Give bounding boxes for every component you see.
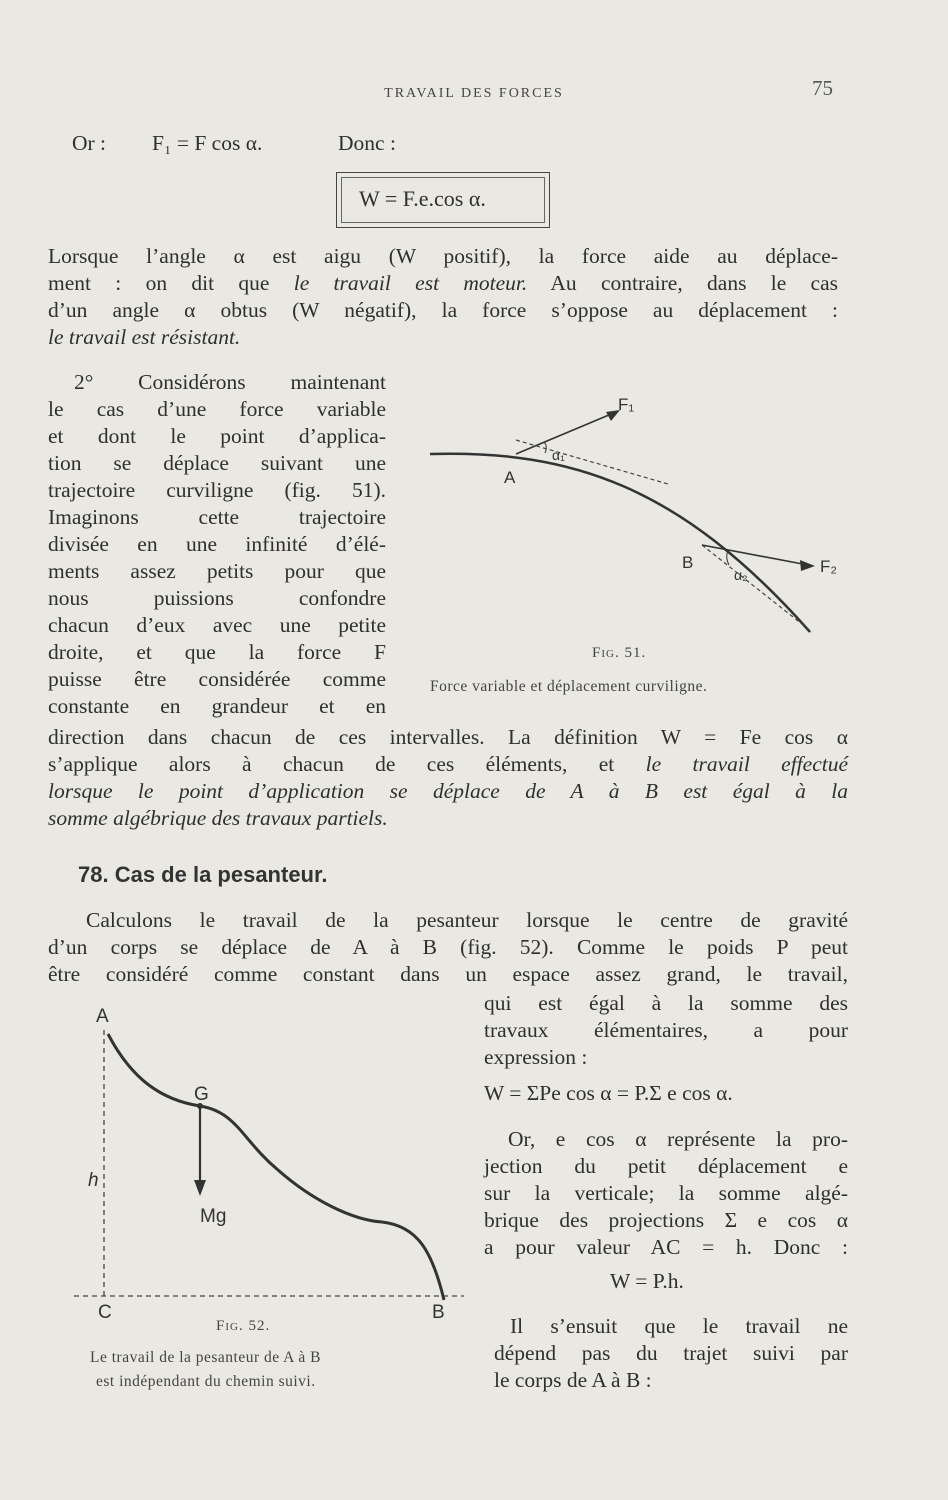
fig51-label-F2: F₂ — [820, 557, 837, 576]
para1-italic-moteur: le travail est moteur. — [293, 271, 528, 295]
sec78-right-line2: travaux élémentaires, a pour — [484, 1018, 848, 1042]
trajectory-curve — [430, 454, 810, 632]
figure-52 — [72, 1000, 472, 1330]
fig52-label-Mg: Mg — [200, 1206, 227, 1227]
para2-italic-line4: somme algébrique des travaux partiels. — [48, 806, 388, 830]
tangent-at-B — [702, 545, 812, 632]
fig51-label: Fig. 51. — [592, 645, 647, 661]
fig51-caption: Force variable et déplacement curviligne. — [430, 678, 708, 695]
boxed-formula-text: W = F.e.cos α. — [359, 186, 486, 211]
fig52-caption-line2: est indépendant du chemin suivi. — [96, 1373, 316, 1390]
figure-51 — [420, 380, 870, 645]
sec78-right2-line5: a pour valeur AC = h. Donc : — [484, 1235, 848, 1259]
force-f2-arrowhead — [800, 560, 815, 571]
para2-italic-line3: lorsque le point d’application se déplace de A à B est égal à la — [48, 779, 848, 803]
para2-line4: tion se déplace suivant une — [48, 451, 386, 475]
para2-line3: et dont le point d’applica- — [48, 424, 386, 448]
para2-line13: constante en grandeur et en — [48, 694, 386, 718]
fig52-label-A: A — [96, 1006, 109, 1027]
para2-line11: droite, et que la force F — [48, 640, 386, 664]
fig51-label-alpha2: α₂ — [734, 567, 748, 583]
sec78-line3: être considéré comme constant dans un espace assez grand, le travail, — [48, 962, 848, 986]
angle-alpha1-arc — [544, 442, 546, 453]
para1-line1: Lorsque l’angle α est aigu (W positif), la force aide au déplace- — [48, 244, 838, 268]
section-78-title: 78. Cas de la pesanteur. — [78, 862, 328, 887]
para1-line2 — [48, 270, 838, 297]
page-number: 75 — [812, 76, 833, 100]
formula-sum: W = ΣPe cos α = P.Σ e cos α. — [484, 1081, 733, 1105]
para2-line7: divisée en une infinité d’élé- — [48, 532, 386, 556]
para2-full-line1: direction dans chacun de ces intervalles. La définition W = Fe cos α — [48, 725, 848, 749]
formula-ph: W = P.h. — [610, 1269, 684, 1293]
path-curve — [108, 1034, 444, 1300]
donc-label: Donc : — [338, 131, 396, 155]
para2-line9: nous puissions confondre — [48, 586, 386, 610]
boxed-formula — [336, 172, 550, 228]
sec78-line1: Calculons le travail de la pesanteur lorsque le centre de gravité — [86, 908, 848, 932]
para2-full-line2 — [48, 751, 848, 778]
para2-line6: Imaginons cette trajectoire — [48, 505, 386, 529]
fig52-label-h: h — [88, 1170, 99, 1191]
para2-line8: ments assez petits pour que — [48, 559, 386, 583]
sec78-right2-line4: brique des projections Σ e cos α — [484, 1208, 848, 1232]
sec78-right2-line2: jection du petit déplacement e — [484, 1154, 848, 1178]
weight-arrowhead — [194, 1180, 206, 1196]
running-head: TRAVAIL DES FORCES — [384, 86, 564, 101]
para2-line5: trajectoire curviligne (fig. 51). — [48, 478, 386, 502]
sec78-line2: d’un corps se déplace de A à B (fig. 52). Comme le poids P peut — [48, 935, 848, 959]
force-f1-arrow — [516, 412, 616, 454]
or-label: Or : — [72, 131, 107, 155]
fig51-label-alpha1: α₁ — [552, 447, 565, 463]
para1-line4: le travail est résistant. — [48, 325, 241, 349]
para1-line2-start: ment : on dit que — [48, 271, 294, 295]
fig51-label-A: A — [504, 468, 516, 487]
relation-formula: F₁ = F cos α. — [152, 131, 263, 155]
sec78-right3-line1: Il s’ensuit que le travail ne — [510, 1314, 848, 1338]
sec78-right3-line2: dépend pas du trajet suivi par — [494, 1341, 848, 1365]
sec78-right2-line1: Or, e cos α représente la pro- — [508, 1127, 848, 1151]
para2-line1: 2° Considérons maintenant — [74, 370, 386, 394]
para2-line2: le cas d’une force variable — [48, 397, 386, 421]
para1-line3: d’un angle α obtus (W négatif), la force s’oppose au déplacement : — [48, 298, 838, 322]
para2-line12: puisse être considérée comme — [48, 667, 386, 691]
fig51-label-F1: F₁ — [618, 395, 635, 414]
fig51-label-B: B — [682, 553, 694, 572]
sec78-right3-line3: le corps de A à B : — [494, 1368, 652, 1392]
fig52-label-C: C — [98, 1302, 112, 1323]
para2-italic-travail: le travail effectué — [645, 752, 849, 776]
para2-full-line2-start: s’applique alors à chacun de ces éléments, et — [48, 752, 646, 776]
fig52-label-G: G — [194, 1084, 209, 1105]
para2-line10: chacun d’eux avec une petite — [48, 613, 386, 637]
fig52-label: Fig. 52. — [216, 1318, 271, 1334]
para1-line2-rest: Au contraire, dans le cas — [527, 271, 839, 295]
sec78-right-line1: qui est égal à la somme des — [484, 991, 848, 1015]
sec78-right2-line3: sur la verticale; la somme algé- — [484, 1181, 848, 1205]
fig52-caption-line1: Le travail de la pesanteur de A à B — [90, 1349, 321, 1366]
sec78-right-line3: expression : — [484, 1045, 588, 1069]
fig52-label-B: B — [432, 1302, 445, 1323]
force-f2-arrow — [702, 545, 808, 565]
